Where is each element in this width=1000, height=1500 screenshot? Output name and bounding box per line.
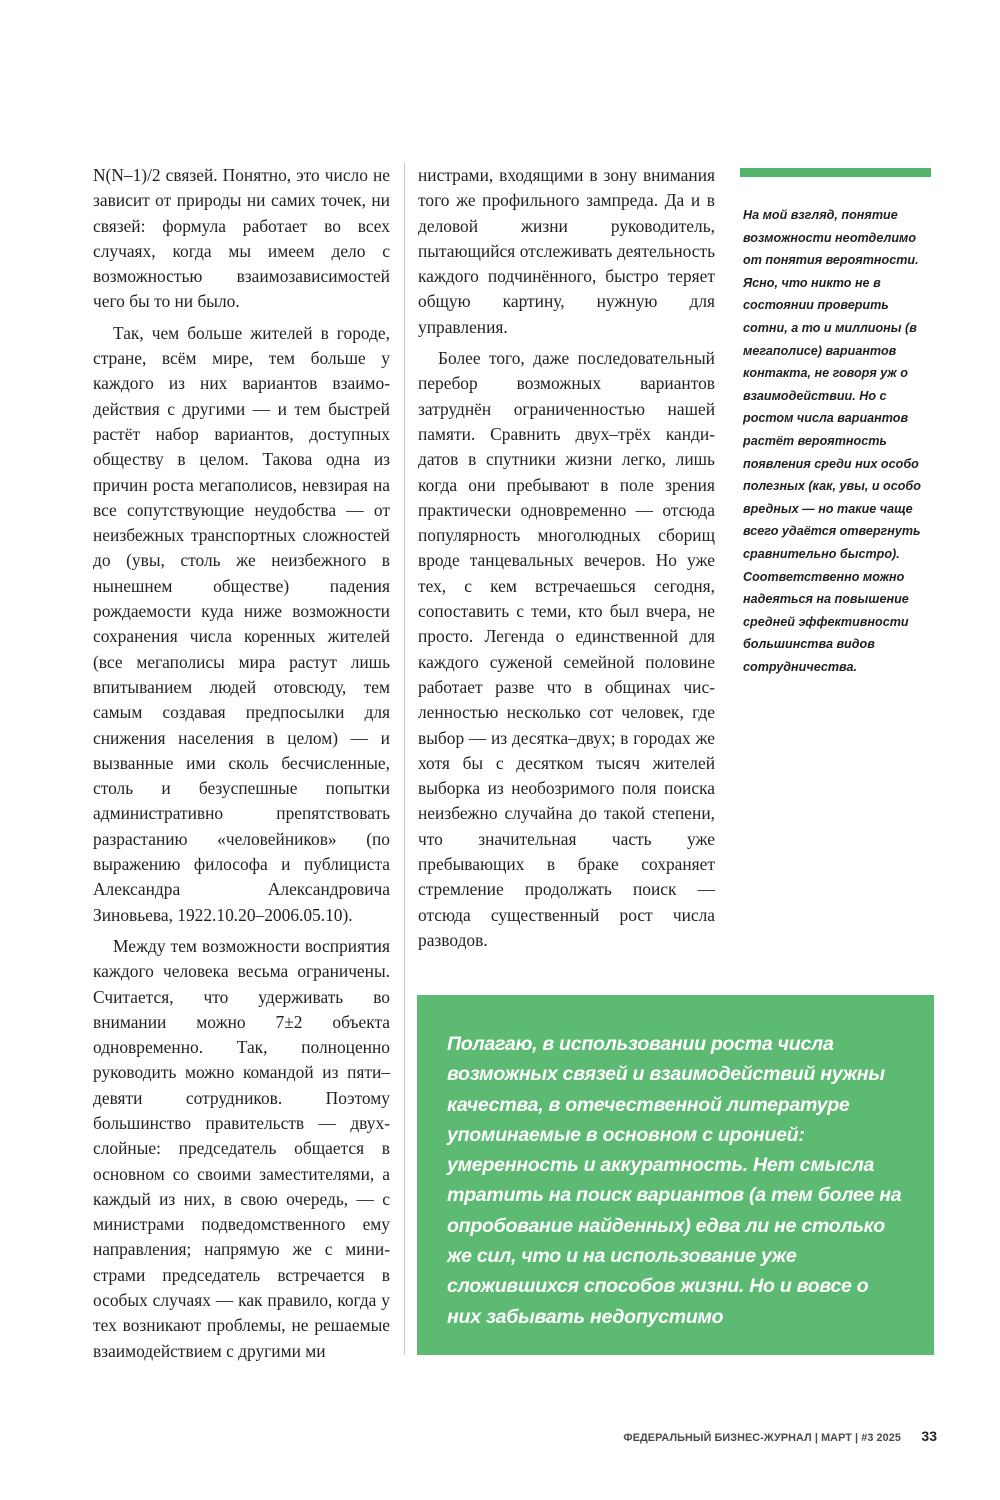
article-paragraph: N(N–1)/2 связей. Понятно, это число не зависит от природы ни самих точек, ни связей: формула работает во всех случаях, когда мы имеем дело с возможностью взаимозависимостей чего бы то ни было. [93,165,390,312]
article-paragraph: Между тем возможности восприятия каждого человека весьма ограничены. Считается, что удерживать во внимании можно 7±2 объекта одновременно. Так, полноценно руководить можно командой из пяти–девяти сотрудников. Поэтому большинство правительств — двухслойные: председатель общается в основном со своими заместителями, а каждый из них, в свою очередь, — с министрами подведомственного ему направления; напрямую же с министрами председатель встречается в особых случаях — как правило, когда у тех возникают проблемы, не решаемые взаимодействием с другими ми [93,935,390,1361]
article-paragraph: Так, чем больше жителей в городе, стране, всём мире, тем больше у каждого из них вариантов взаимодействия с другими — и тем быстрей растёт набор вариантов, доступных обществу в целом. Такова одна из причин роста мегаполисов, невзирая на все сопутствующие неудобства — от неизбежных транспортных сложностей до (увы, столь же неизбежного в нынешнем обществе) падения рождаемости куда ниже возможности сохранения числа коренных жителей (все мегаполисы мира растут лишь впитыванием людей отовсюду, тем самым создавая предпосылки для снижения населения в целом) — и вызванные ими сколь бесчисленные, столь и безуспешные попытки административно препятствовать разрастанию «человейников» (по выражению философа и публициста Александра Александровича Зиновьева, 1922.10.20–2006.05.10). [93,322,390,925]
article-column-1 [93,163,390,1364]
aside-accent-bar [740,168,931,177]
aside-note: На мой взгляд, понятие возможности неотделимо от понятия вероятности. Ясно, что никто не в состоянии проверить сотни, а то и миллионы (в мегаполисе) вариантов контакта, не говоря уж о взаимодействии. Но с ростом числа вариантов растёт вероятность появления среди них особо полезных (как, увы, и особо вредных — но такие чаще всего удаётся отвергнуть сравнительно быстро). Соответственно можно надеяться на повышение средней эффективности большинства видов сотрудничества. [743,208,921,674]
column-divider [404,163,405,1355]
article-paragraph: Более того, даже последовательный перебор возможных вариантов затруднён ограниченностью нашей памяти. Сравнить двух–трёх кандидатов в спутники жизни легко, лишь когда они пребывают в поле зрения практически одновременно — отсюда популярность многолюдных сборищ вроде танцевальных вечеров. Но уже тех, с кем встречаешься сегодня, сопоставить с теми, кто был вчера, не просто. Легенда о единственной для каждого суженой семейной половине работает разве что в общинах численностью несколько сот человек, где выбор — из десятка–двух; в городах же хотя бы с десятком тысяч жителей выборка из необозримого поля поиска неизбежно случайна до такой степени, что значительная часть уже пребывающих в браке сохраняет стремление продолжать поиск — отсюда существенный рост числа разводов. [418,348,715,950]
page-footer [560,1428,937,1446]
pull-quote-box [417,995,934,1355]
footer-magazine-title: ФЕДЕРАЛЬНЫЙ БИЗНЕС-ЖУРНАЛ | МАРТ | #3 2025 [623,1432,901,1444]
article-column-2 [418,163,715,953]
pull-quote-text: Полагаю, в использовании роста числа возможных связей и взаимодействий нужны качества, в отечественной литературе упоминаемые в основном с иронией: умеренность и аккуратность. Нет смысла тратить на поиск вариантов (а тем более на опробование найденных) едва ли не столько же сил, что и на использование уже сложившихся способов жизни. Но и вовсе о них забывать недопустимо [447,1033,902,1328]
article-paragraph: нистрами, входящими в зону внимания того же профильного зампреда. Да и в деловой жизни руководитель, пытающийся отслеживать деятельность каждого подчинённого, быстро теряет общую картину, нужную для управления. [418,165,715,337]
page-number: 33 [921,1428,937,1444]
